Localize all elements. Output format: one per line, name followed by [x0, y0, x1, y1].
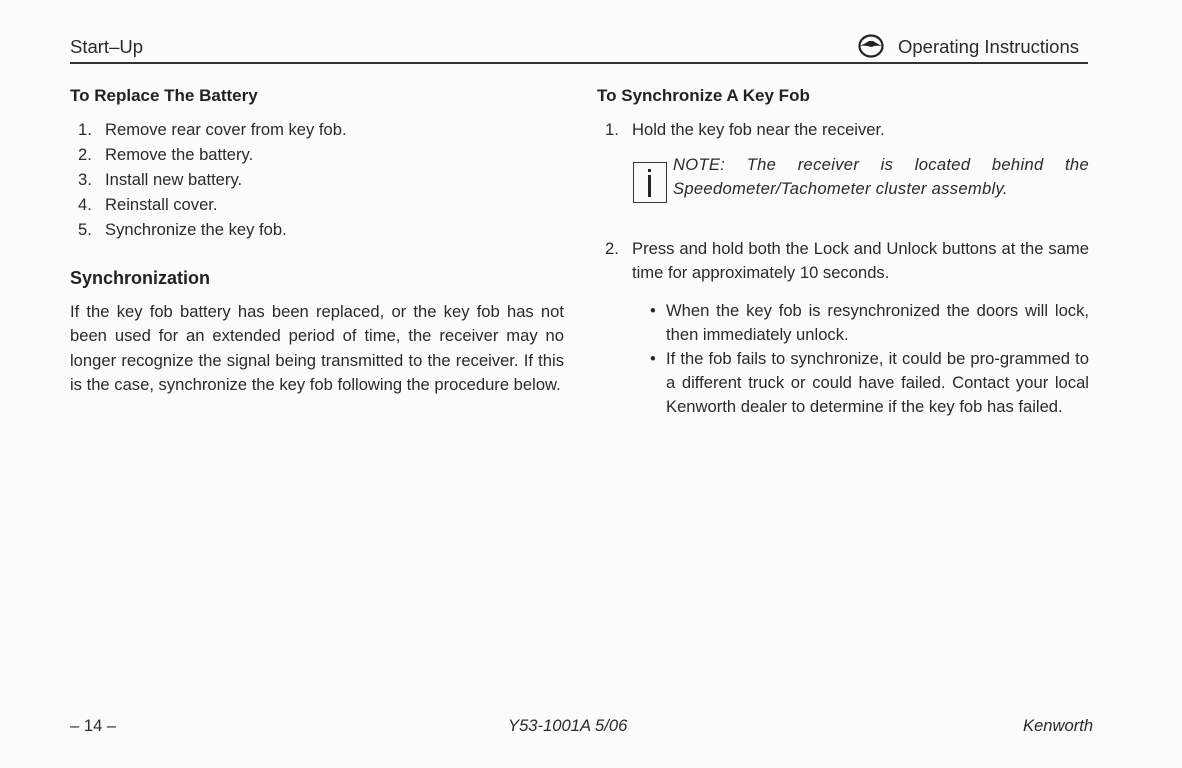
- step2-block: [597, 237, 1089, 419]
- list-item: 1. Remove rear cover from key fob.: [78, 120, 347, 139]
- battery-steps: [70, 117, 560, 242]
- battery-heading: To Replace The Battery: [70, 86, 258, 105]
- list-item: • When the key fob is resynchronized the doors will lock, then immediately unlock.: [650, 300, 1089, 344]
- list-item: • If the fob fails to synchronize, it could be pro-grammed to a different truck or could have failed. Contact your local Kenworth dealer to determine if the key fob has failed.: [650, 348, 1089, 416]
- list-item: 5. Synchronize the key fob.: [78, 220, 287, 239]
- sync-keyfob-heading: To Synchronize A Key Fob: [597, 86, 810, 105]
- section-title: Start–Up: [70, 36, 144, 57]
- brand: Kenworth: [1023, 716, 1094, 735]
- list-item: 2. Remove the battery.: [78, 145, 254, 164]
- header-rule: [70, 62, 1088, 64]
- steering-wheel-icon: [858, 34, 886, 58]
- list-item: 2. Press and hold both the Lock and Unlock buttons at the same time for approximately 10 seconds.: [605, 239, 1089, 283]
- sync-heading: Synchronization: [70, 268, 211, 288]
- sync-paragraph: If the key fob battery has been replaced, or the key fob has not been used for an extended period of time, the receiver may no longer recognize the signal being transmitted to the receiver. If this is the case, synchronize the key fob following the procedure below.: [70, 302, 564, 395]
- page-number: – 14 –: [70, 716, 117, 735]
- list-item: 4. Reinstall cover.: [78, 195, 218, 214]
- list-item: 1. Hold the key fob near the receiver.: [605, 120, 885, 139]
- list-item: 3. Install new battery.: [78, 170, 243, 189]
- header-title: Operating Instructions: [898, 36, 1079, 57]
- info-icon: [633, 162, 667, 203]
- document-id: Y53-1001A 5/06: [508, 716, 628, 735]
- bullet-list: [646, 299, 1089, 419]
- note-text: NOTE: The receiver is located behind the Speedometer/Tachometer cluster assembly.: [673, 155, 1089, 198]
